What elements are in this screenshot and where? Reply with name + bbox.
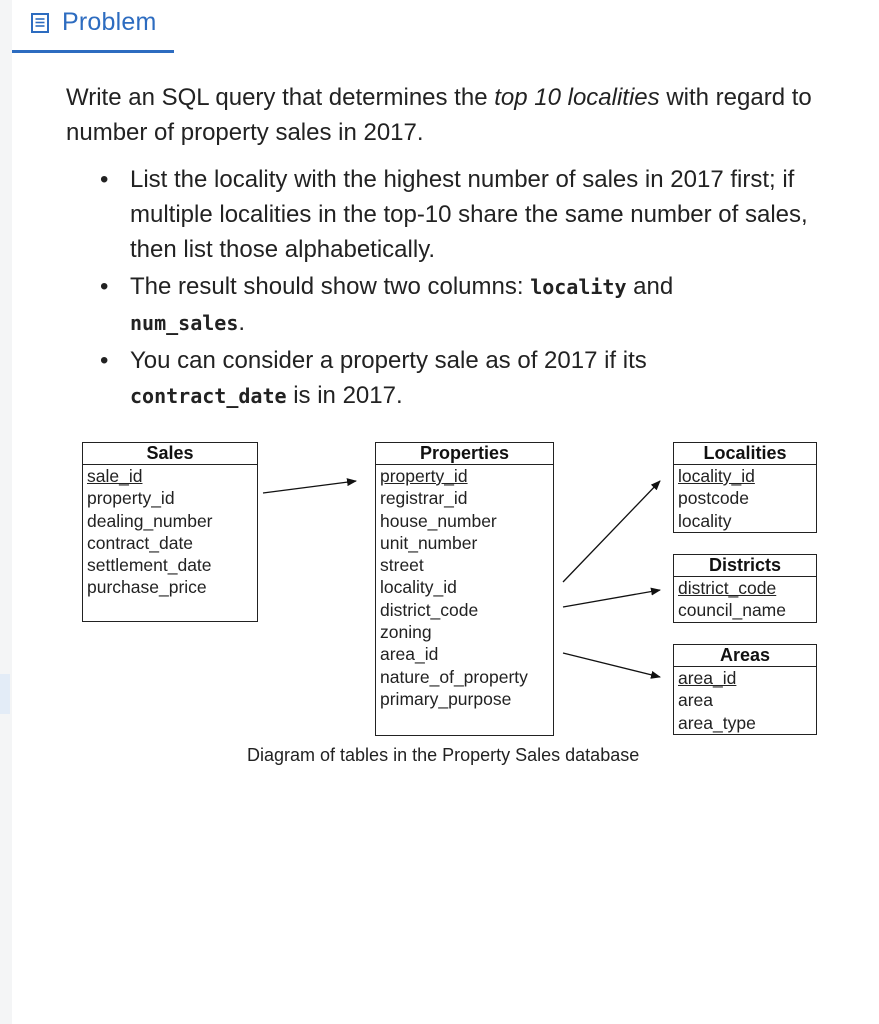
bullet-2-post: . — [238, 309, 246, 336]
table-field: property_id — [87, 488, 175, 509]
table-title: Districts — [674, 555, 816, 577]
table-field: district_code — [678, 578, 777, 598]
table-field: primary_purpose — [380, 688, 512, 709]
table-field: contract_date — [87, 532, 194, 553]
table-field: dealing_number — [87, 510, 213, 531]
table-title: Properties — [376, 443, 553, 465]
intro-part1: Write an SQL query that determines the — [66, 84, 495, 111]
arrow-sales-to-properties — [263, 481, 356, 493]
table-field: unit_number — [380, 532, 478, 553]
table-title: Areas — [674, 645, 816, 667]
code-num-sales: num_sales — [130, 311, 239, 335]
table-field: purchase_price — [87, 577, 207, 598]
table-field: area_id — [380, 644, 439, 665]
table-sales — [82, 442, 258, 622]
arrow-properties-to-districts — [563, 590, 660, 607]
table-field: zoning — [380, 622, 432, 643]
table-field: area_id — [678, 668, 737, 688]
diagram-caption: Diagram of tables in the Property Sales database — [247, 745, 640, 765]
bullet-3-pre: You can consider a property sale as of 2017 if its — [130, 347, 647, 374]
table-field: sale_id — [87, 466, 143, 486]
table-field: area — [678, 690, 714, 711]
table-field: locality_id — [380, 577, 457, 598]
bullet-1-text: List the locality with the highest number of sales in 2017 first; if multiple localities in the top-10 share the same number of sales, then list those alphabetically. — [130, 166, 808, 263]
table-field: locality — [678, 510, 732, 531]
table-title: Localities — [674, 443, 816, 465]
table-field: house_number — [380, 510, 497, 531]
code-locality: locality — [530, 275, 627, 299]
table-field: street — [380, 555, 424, 576]
arrow-properties-to-localities — [563, 481, 660, 582]
table-field: council_name — [678, 600, 786, 621]
bullet-2-mid: and — [626, 273, 674, 300]
table-field: nature_of_property — [380, 666, 528, 687]
tab-label: Problem — [62, 8, 157, 36]
table-field: postcode — [678, 488, 750, 509]
table-localities — [673, 442, 817, 533]
intro-part2: with regard to number of property sales in 2017. — [66, 84, 812, 146]
table-districts — [673, 554, 817, 623]
table-field: locality_id — [678, 466, 755, 486]
bullet-2-pre: The result should show two columns: — [130, 273, 531, 300]
intro-emphasis: top 10 localities — [494, 84, 660, 111]
table-field: area_type — [678, 712, 756, 733]
table-areas — [673, 644, 817, 735]
code-contract-date: contract_date — [130, 384, 287, 408]
arrow-properties-to-areas — [563, 653, 660, 677]
table-field: registrar_id — [380, 488, 468, 509]
table-properties — [375, 442, 554, 736]
table-title: Sales — [83, 443, 257, 465]
bullet-3-post: is in 2017. — [286, 382, 403, 409]
table-field: district_code — [380, 599, 479, 620]
table-field: settlement_date — [87, 555, 212, 576]
table-field: property_id — [380, 466, 468, 486]
